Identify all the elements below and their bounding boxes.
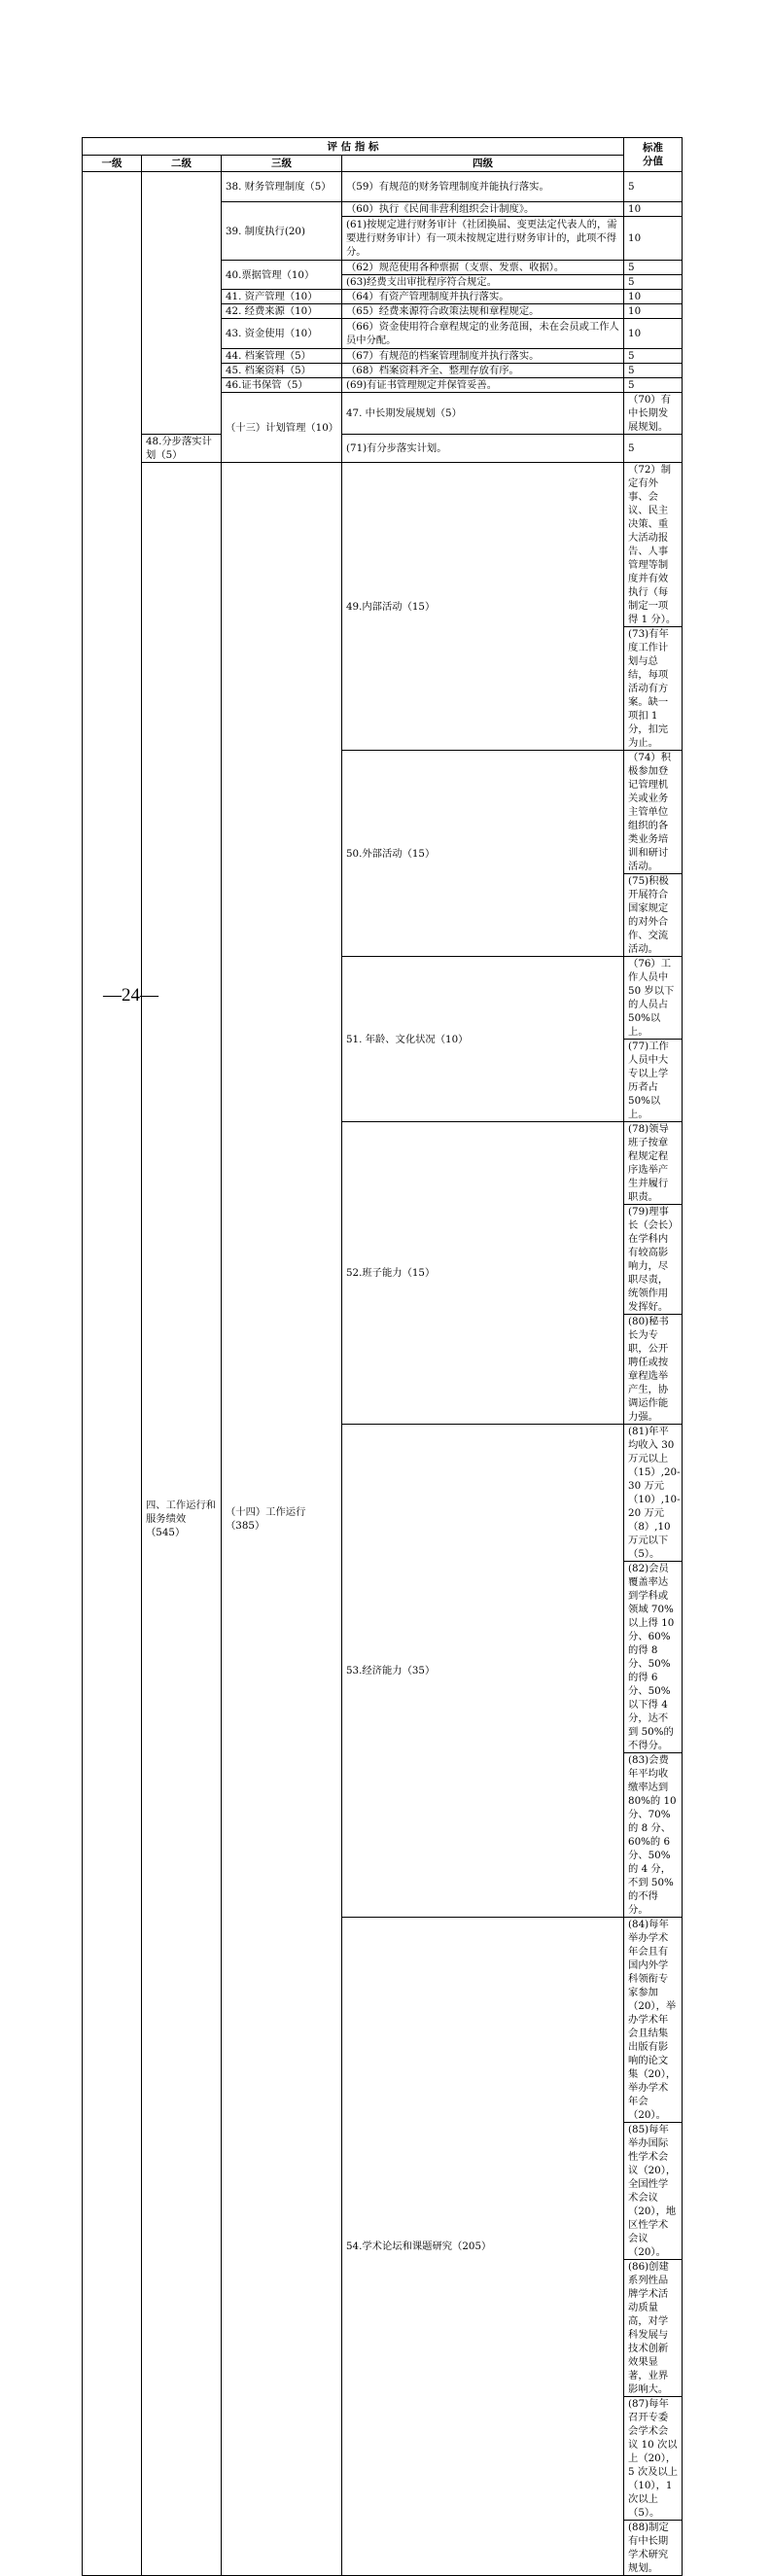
criterion-78: (78)领导班子按章程规定程序选举产生并履行职责。	[624, 1122, 683, 1205]
header-row-levels	[83, 156, 683, 172]
table-row	[83, 435, 683, 463]
criterion-83: (83)会费年平均收缴率达到 80%的 10 分、70%的 8 分、60%的 6 分、50%的 4 分，不到 50%的不得分。	[624, 1753, 683, 1918]
criterion-84: (84)每年举办学术年会且有国内外学科领衔专家参加（20），举办学术年会且结集出版有影响的论文集（20），举办学术年会（20）。	[624, 1918, 683, 2123]
group-13: （十三）计划管理（10）	[222, 393, 342, 463]
criterion-85: (85)每年举办国际性学术会议（20），全国性学术会议（20），地区性学术会议（20）。	[624, 2123, 683, 2260]
item-47: 47. 中长期发展规划（5）	[342, 393, 624, 435]
score-64: 10	[624, 290, 683, 304]
item-54: 54.学术论坛和课题研究（205）	[342, 1918, 624, 2576]
score-67: 5	[624, 349, 683, 364]
criterion-88: (88)制定有中长期学术研究规划。	[624, 2521, 683, 2576]
criterion-81: (81)年平均收入 30 万元以上（15）,20-30 万元（10）,10-20 万元（8）,10 万元以下（5）。	[624, 1425, 683, 1562]
item-45: 45. 档案资料（5）	[222, 364, 342, 378]
score-69: 5	[624, 378, 683, 393]
criterion-60: （60）执行《民间非营利组织会计制度》。	[342, 202, 624, 217]
criterion-59: （59）有规范的财务管理制度并能执行落实。	[342, 172, 624, 202]
score-63: 5	[624, 275, 683, 290]
criterion-77: (77)工作人员中大专以上学历者占 50%以上。	[624, 1040, 683, 1122]
criterion-61: (61)按规定进行财务审计（社团换届、变更法定代表人的，需要进行财务审计）有一项未按规定进行财务审计的，此项不得分。	[342, 217, 624, 261]
criterion-62: （62）规范使用各种票据（支票、发票、收据）。	[342, 261, 624, 275]
criterion-75: (75)积极开展符合国家规定的对外合作、交流活动。	[624, 874, 683, 957]
criterion-68: （68）档案资料齐全、整理存放有序。	[342, 364, 624, 378]
item-49: 49.内部活动（15）	[342, 463, 624, 751]
item-53: 53.经济能力（35）	[342, 1425, 624, 1918]
criterion-73: (73)有年度工作计划与总结，每项活动有方案。缺一项扣 1 分，扣完为止。	[624, 627, 683, 751]
score-60: 10	[624, 202, 683, 217]
level2-cell-empty	[142, 172, 222, 435]
level1-group-4: 四、工作运行和服务绩效（545）	[142, 463, 222, 2576]
header-row-group	[83, 138, 683, 156]
criterion-67: （67）有规范的档案管理制度并执行落实。	[342, 349, 624, 364]
score-65: 10	[624, 304, 683, 319]
criterion-71: (71)有分步落实计划。	[342, 435, 624, 463]
criterion-63: (63)经费支出审批程序符合规定。	[342, 275, 624, 290]
criterion-70: （70）有中长期发展规划。	[624, 393, 683, 435]
item-44: 44. 档案管理（5）	[222, 349, 342, 364]
header-level-1: 一级	[83, 156, 142, 172]
item-46: 46.证书保管（5）	[222, 378, 342, 393]
criterion-69: (69)有证书管理规定并保管妥善。	[342, 378, 624, 393]
level1-cell-empty	[83, 172, 142, 2576]
criterion-74: （74）积极参加登记管理机关或业务主管单位组织的各类业务培训和研讨活动。	[624, 751, 683, 874]
score-62: 5	[624, 261, 683, 275]
item-42: 42. 经费来源（10）	[222, 304, 342, 319]
item-43: 43. 资金使用（10）	[222, 319, 342, 349]
header-level-4: 四级	[342, 156, 624, 172]
group-14: （十四）工作运行（385）	[222, 463, 342, 2576]
criterion-82: (82)会员覆盖率达到学科或领域 70%以上得 10 分、60%的得 8 分、50%的得 6 分、50%以下得 4 分，达不到 50%的不得分。	[624, 1562, 683, 1753]
item-52: 52.班子能力（15）	[342, 1122, 624, 1425]
item-48: 48.分步落实计划（5）	[142, 435, 222, 463]
header-standard-score: 标准 分值	[624, 138, 683, 172]
criterion-80: (80)秘书长为专职，公开聘任或按章程选举产生，协调运作能力强。	[624, 1315, 683, 1425]
header-indicators: 评 估 指 标	[83, 138, 624, 156]
score-59: 5	[624, 172, 683, 202]
table-row	[83, 172, 683, 202]
criterion-66: （66）资金使用符合章程规定的业务范围，未在会员或工作人员中分配。	[342, 319, 624, 349]
criterion-79: (79)理事长（会长）在学科内有较高影响力，尽职尽责，统领作用发挥好。	[624, 1205, 683, 1315]
score-61: 10	[624, 217, 683, 261]
score-71: 5	[624, 435, 683, 463]
item-39: 39. 制度执行(20)	[222, 202, 342, 261]
evaluation-indicator-table	[82, 137, 683, 2576]
criterion-72: （72）制定有外事、会议、民主决策、重大活动报告、人事管理等制度并有效执行（每制定一项得 1 分）。	[624, 463, 683, 627]
item-50: 50.外部活动（15）	[342, 751, 624, 957]
item-38: 38. 财务管理制度（5）	[222, 172, 342, 202]
criterion-76: （76）工作人员中 50 岁以下的人员占 50%以上。	[624, 957, 683, 1040]
criterion-87: (87)每年召开专委会学术会议 10 次以上（20），5 次及以上（10），1 次以上（5）。	[624, 2397, 683, 2521]
score-66: 10	[624, 319, 683, 349]
item-51: 51. 年龄、文化状况（10）	[342, 957, 624, 1122]
header-level-2: 二级	[142, 156, 222, 172]
criterion-86: (86)创建系列性品牌学术活动质量高，对学科发展与技术创新效果显著，业界影响大。	[624, 2260, 683, 2397]
table-row	[83, 463, 683, 627]
item-40: 40.票据管理（10）	[222, 261, 342, 290]
criterion-64: （64）有资产管理制度并执行落实。	[342, 290, 624, 304]
criterion-65: （65）经费来源符合政策法规和章程规定。	[342, 304, 624, 319]
item-41: 41. 资产管理（10）	[222, 290, 342, 304]
header-level-3: 三级	[222, 156, 342, 172]
page-number: —24—	[103, 985, 158, 1006]
score-68: 5	[624, 364, 683, 378]
